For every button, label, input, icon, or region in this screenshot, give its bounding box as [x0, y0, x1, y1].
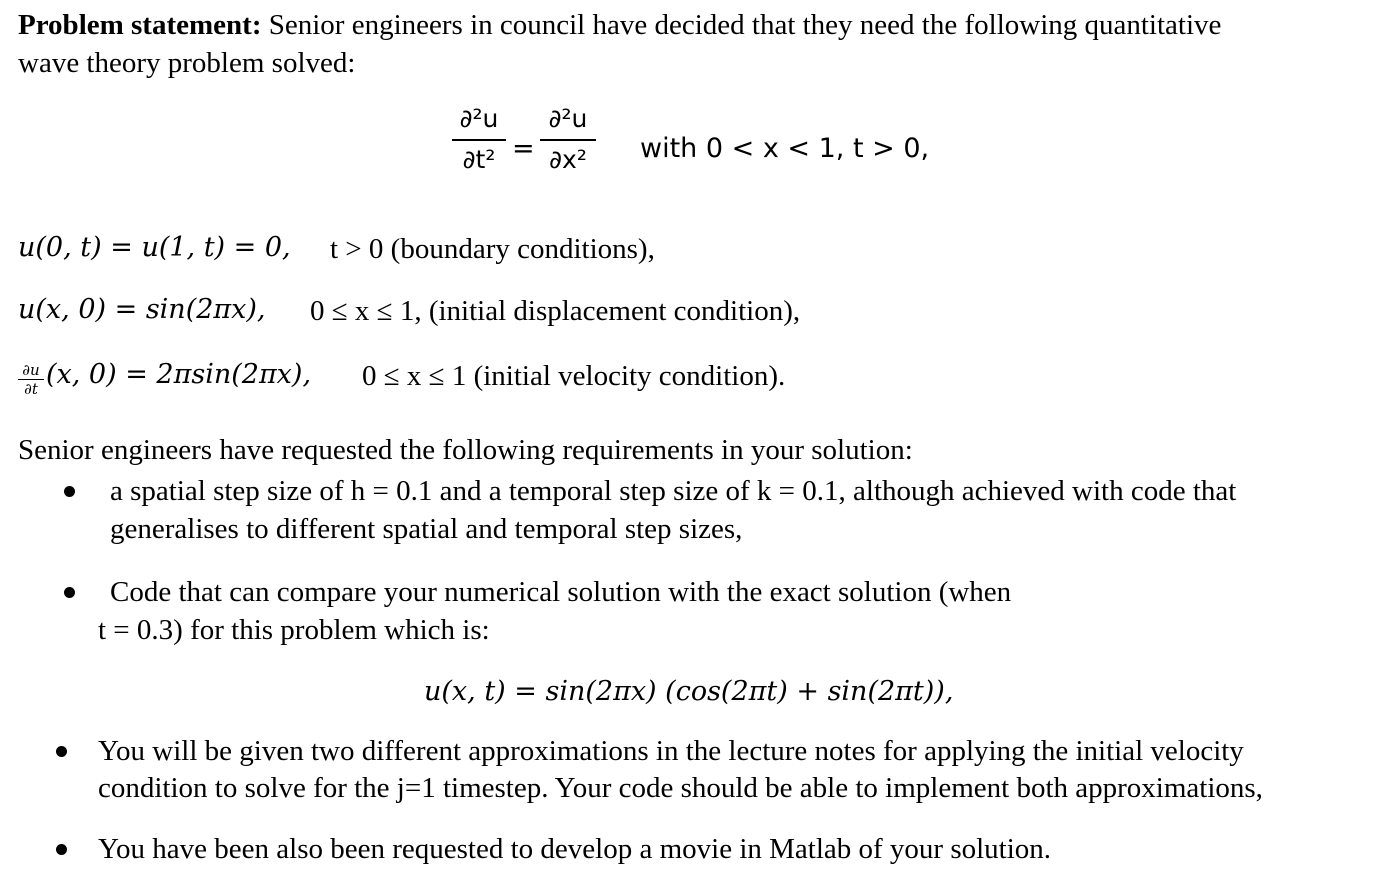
problem-statement-line-2: wave theory problem solved: [18, 47, 356, 79]
pde-lhs-numerator: ∂²u [459, 104, 499, 133]
pde-rhs-numerator: ∂²u [548, 104, 588, 133]
bullet-2 [64, 587, 75, 598]
requirement-2-line-2: t = 0.3) for this problem which is: [98, 614, 490, 646]
pde-equals-sign: = [512, 133, 535, 164]
pde-rhs-bar [540, 139, 596, 141]
pde-lhs-denominator: ∂t² [462, 144, 496, 174]
problem-statement-label: Problem statement: [18, 9, 262, 41]
requirement-1-line-1: a spatial step size of h = 0.1 and a temporal step size of k = 0.1, although achieved with code that [110, 475, 1237, 507]
bullet-1 [64, 486, 75, 497]
pde-lhs-fraction [452, 104, 506, 174]
initial-velocity-math: (x, 0) = 2πsin(2πx), [46, 359, 312, 390]
problem-statement-line-1 [18, 8, 1221, 42]
velocity-fraction [18, 362, 44, 397]
initial-displacement-text: 0 ≤ x ≤ 1, (initial displacement condition), [310, 295, 801, 327]
boundary-condition-text: t > 0 (boundary conditions), [330, 233, 655, 265]
bullet-4 [56, 844, 67, 855]
problem-statement-text: Senior engineers in council have decided that they need the following quantitative [261, 9, 1222, 41]
exact-solution: u(x, t) = sin(2πx) (cos(2πt) + sin(2πt)), [424, 676, 954, 707]
boundary-condition-math: u(0, t) = u(1, t) = 0, [18, 232, 291, 263]
initial-displacement-math: u(x, 0) = sin(2πx), [18, 294, 266, 325]
pde-rhs-fraction [540, 104, 596, 174]
requirement-3-line-1: You will be given two different approximations in the lecture notes for applying the initial velocity [98, 735, 1244, 767]
requirement-4-line-1: You have been also been requested to develop a movie in Matlab of your solution. [98, 833, 1052, 865]
initial-velocity-text: 0 ≤ x ≤ 1 (initial velocity condition). [362, 360, 786, 392]
velocity-denominator: ∂t [24, 380, 38, 398]
bullet-3 [56, 746, 67, 757]
requirements-heading: Senior engineers have requested the following requirements in your solution: [18, 434, 913, 466]
requirement-3-line-2: condition to solve for the j=1 timestep. Your code should be able to implement both approximations, [98, 772, 1263, 804]
pde-lhs-bar [452, 139, 506, 141]
pde-domain: with 0 < x < 1, t > 0, [640, 133, 930, 164]
velocity-numerator: ∂u [22, 361, 40, 379]
requirement-1-line-2: generalises to different spatial and temporal step sizes, [110, 513, 743, 545]
requirement-2-line-1: Code that can compare your numerical solution with the exact solution (when [110, 576, 1012, 608]
pde-rhs-denominator: ∂x² [549, 144, 587, 174]
